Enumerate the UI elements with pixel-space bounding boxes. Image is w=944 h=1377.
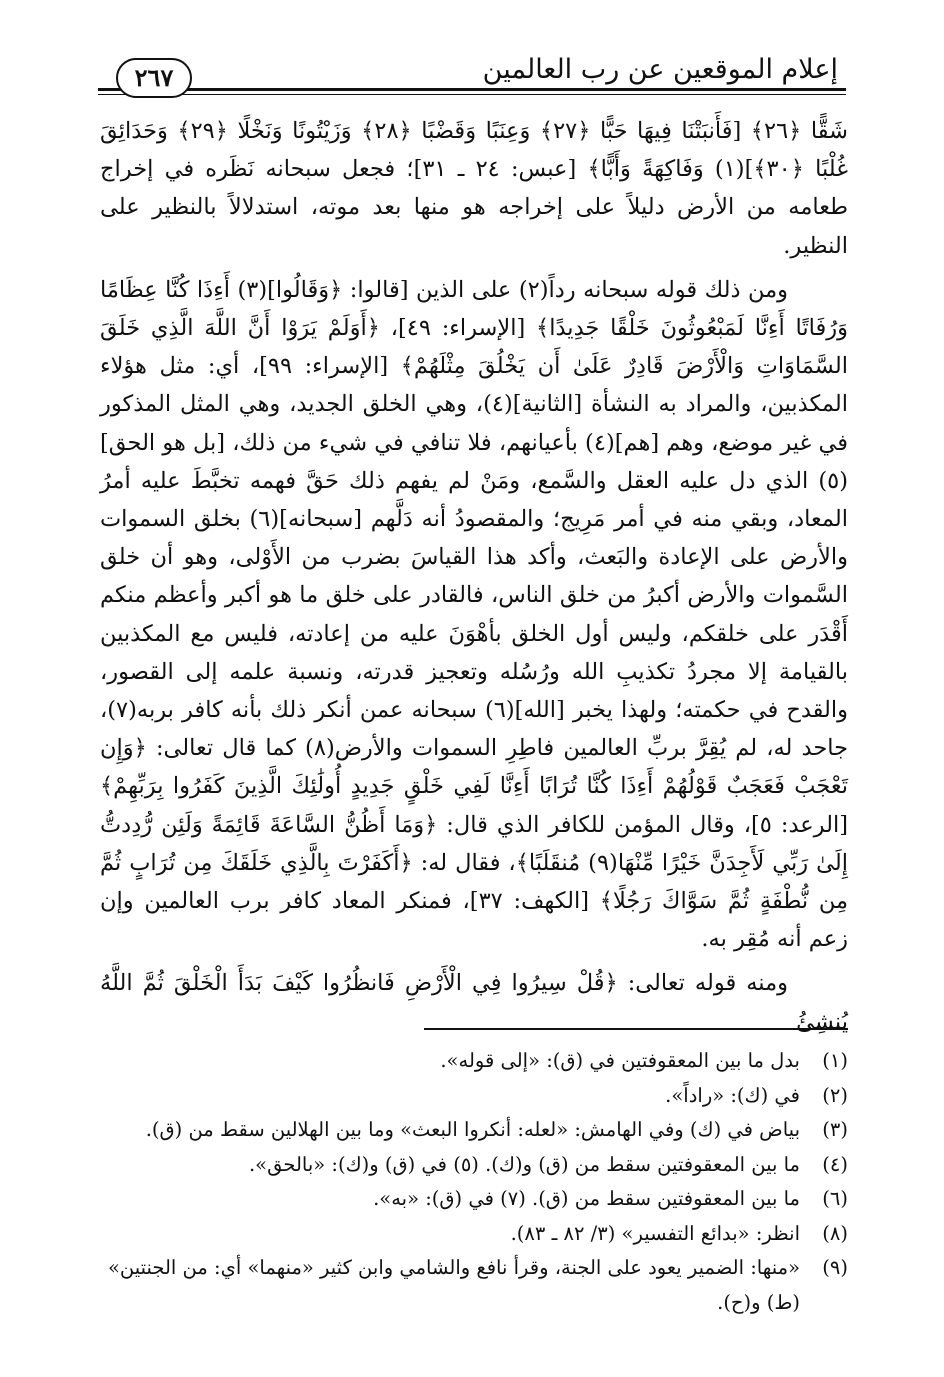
- footnote-text: انظر: «بدائع التفسير» (٣/ ٨٢ ـ ٨٣).: [510, 1221, 800, 1245]
- paragraph: شَقًّا ﴿٢٦﴾ [فَأَنبَتْنَا فِيهَا حَبًّا ﴿٢٧﴾ وَعِنَبًا وَقَضْبًا ﴿٢٨﴾ وَزَيْتُونًا وَنَخْلًا ﴿٢٩﴾ وَحَدَائِقَ غُلْبًا ﴿٣٠﴾](١) وَفَاكِهَةً وَأَبًّا﴾ [عبس: ٢٤ ـ ٣١]؛ فجعل سبحانه نَظَره في إخراج طعامه من الأرض دليلاً على إخراجه هو منها بعد موته، استدلالاً بالنظير على النظير.: [100, 118, 848, 259]
- header-rule: [98, 88, 846, 91]
- footnote-text: ما بين المعقوفتين سقط من (ق) و(ك). (٥) في (ق) و(ك): «بالحق».: [248, 1152, 800, 1176]
- footnote: [98, 1148, 848, 1183]
- footnotes: [98, 1044, 848, 1320]
- footnote-separator: [424, 1028, 848, 1030]
- footnote-text: بياض في (ك) وفي الهامش: «لعله: أنكروا البعث» وما بين الهلالين سقط من (ق).: [145, 1118, 800, 1141]
- page-header: [98, 44, 846, 104]
- footnote-text: ما بين المعقوفتين سقط من (ق). (٧) في (ق): «به».: [373, 1187, 800, 1210]
- footnote-text: في (ك): «راداً».: [665, 1083, 800, 1107]
- footnote: [98, 1113, 848, 1148]
- paragraph: ومن ذلك قوله سبحانه رداً(٢) على الذين [قالوا: ﴿وَقَالُوا](٣) أَءِذَا كُنَّا عِظَامًا وَرُفَاتًا أَءِنَّا لَمَبْعُوثُونَ خَلْقًا جَدِيدًا﴾ [الإسراء: ٤٩]، ﴿أَوَلَمْ يَرَوْا أَنَّ اللَّهَ الَّذِي خَلَقَ السَّمَاوَاتِ وَالْأَرْضَ قَادِرٌ عَلَىٰ أَن يَخْلُقَ مِثْلَهُمْ﴾ [الإسراء: ٩٩]، أي: مثل هؤلاء المكذبين، والمراد به النشأة [الثانية](٤)، وهي الخلق الجديد، وهي المثل المذكور في غير موضع، وهم [هم](٤) بأعيانهم، فلا تنافي في شيء من ذلك، [بل هو الحق](٥) الذي دل عليه العقل والسَّمع، ومَنْ لم يفهم ذلك حَقَّ فهمه تخبَّطَ عليه أمرُ المعاد، وبقي منه في أمر مَرِيج؛ والمقصودُ أنه دَلَّهم [سبحانه](٦) بخلق السموات والأرض على الإعادة والبَعث، وأكد هذا القياسَ بضرب من الأَوْلى، وهو أن خلق السَّموات والأرض أكبرُ من خلق الناس، فالقادر على خلق ما هو أكبر وأعظم منكم أَقْدَر على خلقكم، وليس أول الخلق بأهْوَنَ عليه من إعادته، فليس مع المكذبين بالقيامة إلا مجردُ تكذيبِ الله ورُسُله وتعجيز قدرته، ونسبة علمه إلى القصور، والقدح في حكمته؛ ولهذا يخبر [الله](٦) سبحانه عمن أنكر ذلك بأنه كافر بربه(٧)، جاحد له، لم يُقِرَّ بربِّ العالمين فاطِرِ السموات والأرض(٨) كما قال تعالى: ﴿وَإِن تَعْجَبْ فَعَجَبٌ قَوْلُهُمْ أَءِذَا كُنَّا تُرَابًا أَءِنَّا لَفِي خَلْقٍ جَدِيدٍ أُولَٰئِكَ الَّذِينَ كَفَرُوا بِرَبِّهِمْ﴾ [الرعد: ٥]، وقال المؤمن للكافر الذي قال: ﴿وَمَا أَظُنُّ السَّاعَةَ قَائِمَةً وَلَئِن رُّدِدتُّ إِلَىٰ رَبِّي لَأَجِدَنَّ خَيْرًا مِّنْهَا(٩) مُنقَلَبًا﴾، فقال له: ﴿أَكَفَرْتَ بِالَّذِي خَلَقَكَ مِن تُرَابٍ ثُمَّ مِن نُّطْفَةٍ ثُمَّ سَوَّاكَ رَجُلًا﴾ [الكهف: ٣٧]، فمنكر المعاد كافر برب العالمين وإن زعم أنه مُقِر به.: [100, 276, 849, 953]
- footnote: [98, 1044, 848, 1079]
- footnote-number: (٤): [822, 1152, 848, 1176]
- footnote-text: بدل ما بين المعقوفتين في (ق): «إلى قوله».: [440, 1049, 800, 1072]
- footnote: [98, 1079, 848, 1114]
- footnote: [98, 1251, 848, 1320]
- main-text: [100, 112, 848, 1047]
- footnote-number: (٦): [822, 1187, 848, 1210]
- page-number: ٢٦٧: [116, 58, 192, 98]
- footnote-number: (٢): [822, 1083, 848, 1107]
- header-rule-thin: [98, 94, 846, 95]
- footnote-number: (٣): [822, 1118, 848, 1141]
- footnote-number: (٩): [822, 1256, 848, 1279]
- paragraph: ومنه قوله تعالى: ﴿قُلْ سِيرُوا فِي الْأَرْضِ فَانظُرُوا كَيْفَ بَدَأَ الْخَلْقَ ثُمَّ اللَّهُ يُنشِئُ: [100, 970, 848, 1035]
- footnote-number: (٨): [822, 1221, 848, 1245]
- footnote: [98, 1217, 848, 1252]
- footnote-text: «منها: الضمير يعود على الجنة، وقرأ نافع والشامي وابن كثير «منهما» أي: من الجنتين» (ط) و(ح).: [107, 1256, 800, 1314]
- running-title: إعلام الموقعين عن رب العالمين: [482, 54, 838, 85]
- footnote: [98, 1182, 848, 1217]
- footnote-number: (١): [822, 1049, 848, 1072]
